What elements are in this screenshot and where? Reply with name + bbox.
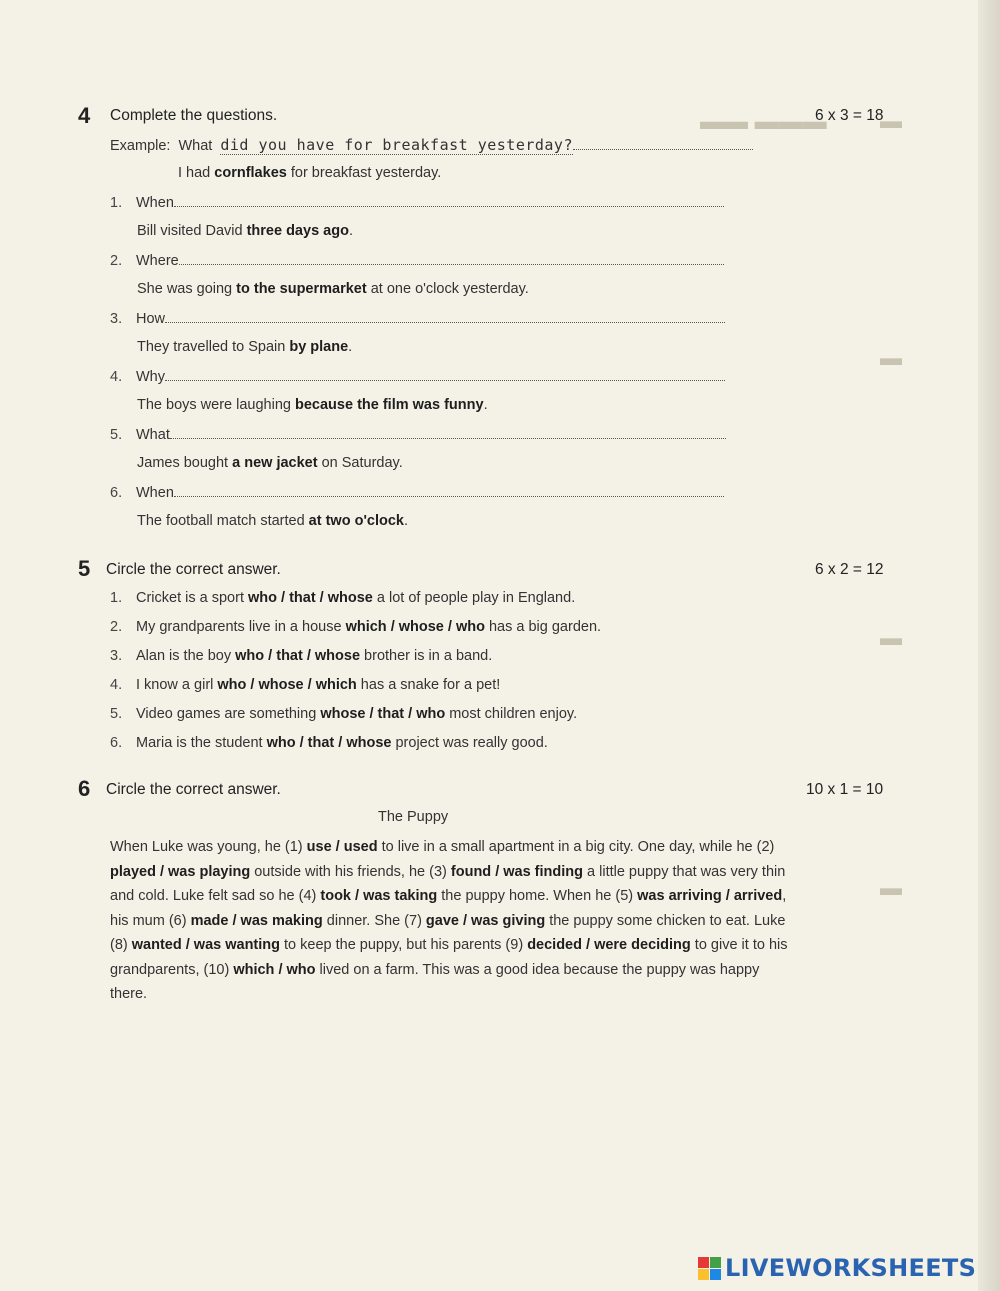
story-segment: dinner. She (7) <box>322 912 426 929</box>
answer-options[interactable]: who / whose / which <box>217 677 357 693</box>
bleed-through: ▬ <box>880 108 902 133</box>
choice-item: 5. Video games are something whose / that / who most children enjoy. <box>110 706 578 722</box>
answer-options[interactable]: took / was taking <box>320 888 438 904</box>
question-item <box>110 368 725 385</box>
item-number: 1. <box>110 590 123 606</box>
question-item <box>110 310 725 327</box>
answer-sentence: Bill visited David three days ago. <box>137 223 353 239</box>
answer-line <box>573 137 753 150</box>
answer-options[interactable]: who / that / whose <box>235 648 361 664</box>
choice-item: 1. Cricket is a sport who / that / whose a lot of people play in England. <box>110 590 576 606</box>
section-number: 5 <box>78 556 91 581</box>
item-number: 4. <box>110 677 123 693</box>
story-segment: to live in a small apartment in a big city. One day, while he (2) <box>377 839 775 855</box>
story-segment: the puppy some chicken to eat. Luke (8) <box>110 912 786 953</box>
story-text <box>110 835 790 1007</box>
section-title: Circle the correct answer. <box>106 561 281 578</box>
item-number: 3. <box>110 648 123 664</box>
example-prompt: What <box>178 138 213 154</box>
section-number: 4 <box>78 103 91 128</box>
section-score: 10 x 1 = 10 <box>806 781 884 798</box>
page-edge <box>978 0 1000 1291</box>
answer-options[interactable]: made / was making <box>190 912 323 929</box>
answer-options[interactable]: was arriving / arrived <box>637 888 783 904</box>
answer-blank[interactable] <box>165 368 725 381</box>
story-segment: lived on a farm. This was a good idea because the puppy was happy there. <box>110 961 760 1002</box>
logo-square <box>698 1257 709 1268</box>
answer-blank[interactable] <box>165 310 725 323</box>
item-number: 2. <box>110 253 123 269</box>
story-segment: a little puppy that was very thin and cold. Luke felt sad so he (4) <box>110 863 786 904</box>
question-item <box>110 426 726 443</box>
answer-options[interactable]: found / was finding <box>450 863 583 880</box>
answer-blank[interactable] <box>174 484 724 497</box>
item-number: 5. <box>110 427 123 443</box>
answer-options[interactable]: wanted / was wanting <box>131 937 280 953</box>
answer-options[interactable]: which / whose / who <box>345 619 485 635</box>
answer-options[interactable]: which / who <box>233 961 316 978</box>
choice-item: 3. Alan is the boy who / that / whose brother is in a band. <box>110 648 493 664</box>
item-number: 6. <box>110 485 123 501</box>
answer-sentence: James bought a new jacket on Saturday. <box>137 455 403 471</box>
logo-icon <box>698 1257 721 1280</box>
answer-blank[interactable] <box>179 252 724 265</box>
question-word: When <box>136 195 174 211</box>
section-score: 6 x 2 = 12 <box>815 561 884 578</box>
choice-item: 2. My grandparents live in a house which / whose / who has a big garden. <box>110 619 602 635</box>
section-title: Circle the correct answer. <box>106 781 281 798</box>
logo-text: LIVEWORKSHEETS <box>725 1254 977 1282</box>
answer-options[interactable]: whose / that / who <box>320 706 446 722</box>
answer-options[interactable]: who / that / whose <box>266 735 392 751</box>
question-word: Why <box>136 369 165 385</box>
answer-sentence: The boys were laughing because the film was funny. <box>137 397 488 413</box>
example-question <box>110 136 753 154</box>
choice-item: 6. Maria is the student who / that / whose project was really good. <box>110 735 548 751</box>
bleed-through: ▬ <box>880 345 902 370</box>
bleed-through: ▬ <box>880 875 902 900</box>
item-number: 5. <box>110 706 123 722</box>
question-word: When <box>136 485 174 501</box>
liveworksheets-logo <box>698 1254 976 1282</box>
question-word: What <box>136 427 170 443</box>
answer-options[interactable]: use / used <box>306 839 378 855</box>
section-title: Complete the questions. <box>110 107 278 124</box>
logo-square <box>698 1269 709 1280</box>
story-segment: , his mum (6) <box>110 888 787 929</box>
item-number: 1. <box>110 195 123 211</box>
story-segment: to keep the puppy, but his parents (9) <box>280 937 528 953</box>
story-segment: When Luke was young, he (1) <box>110 839 307 855</box>
story-segment: outside with his friends, he (3) <box>250 863 451 880</box>
item-number: 4. <box>110 369 123 385</box>
bleed-through: ▬▬ ▬▬▬ <box>700 108 827 135</box>
bleed-through: ▬ <box>880 625 902 650</box>
question-word: Where <box>136 253 179 269</box>
item-number: 2. <box>110 619 123 635</box>
example-response: I had cornflakes for breakfast yesterday. <box>178 165 442 181</box>
answer-options[interactable]: who / that / whose <box>248 590 373 606</box>
item-number: 6. <box>110 735 123 751</box>
item-number: 3. <box>110 311 123 327</box>
answer-options[interactable]: decided / were deciding <box>527 937 691 953</box>
answer-sentence: She was going to the supermarket at one o'clock yesterday. <box>137 281 529 297</box>
story-segment: to give it to his grandparents, (10) <box>110 937 788 978</box>
answer-sentence: They travelled to Spain by plane. <box>137 339 353 355</box>
question-word: How <box>136 311 166 327</box>
section-number: 6 <box>78 776 91 801</box>
example-answer: did you have for breakfast yesterday? <box>220 136 573 154</box>
question-item <box>110 484 724 501</box>
answer-blank[interactable] <box>170 426 726 439</box>
logo-square <box>710 1257 721 1268</box>
example-label: Example: <box>110 138 171 154</box>
story-segment: the puppy home. When he (5) <box>437 888 638 904</box>
question-item <box>110 252 724 269</box>
choice-item: 4. I know a girl who / whose / which has a snake for a pet! <box>110 677 501 693</box>
story-title: The Puppy <box>378 809 449 825</box>
section-score: 6 x 3 = 18 <box>815 107 884 124</box>
question-item <box>110 194 724 211</box>
logo-square <box>710 1269 721 1280</box>
answer-sentence: The football match started at two o'clock. <box>137 513 409 529</box>
answer-options[interactable]: gave / was giving <box>425 912 546 929</box>
answer-blank[interactable] <box>174 194 724 207</box>
answer-options[interactable]: played / was playing <box>110 863 251 880</box>
